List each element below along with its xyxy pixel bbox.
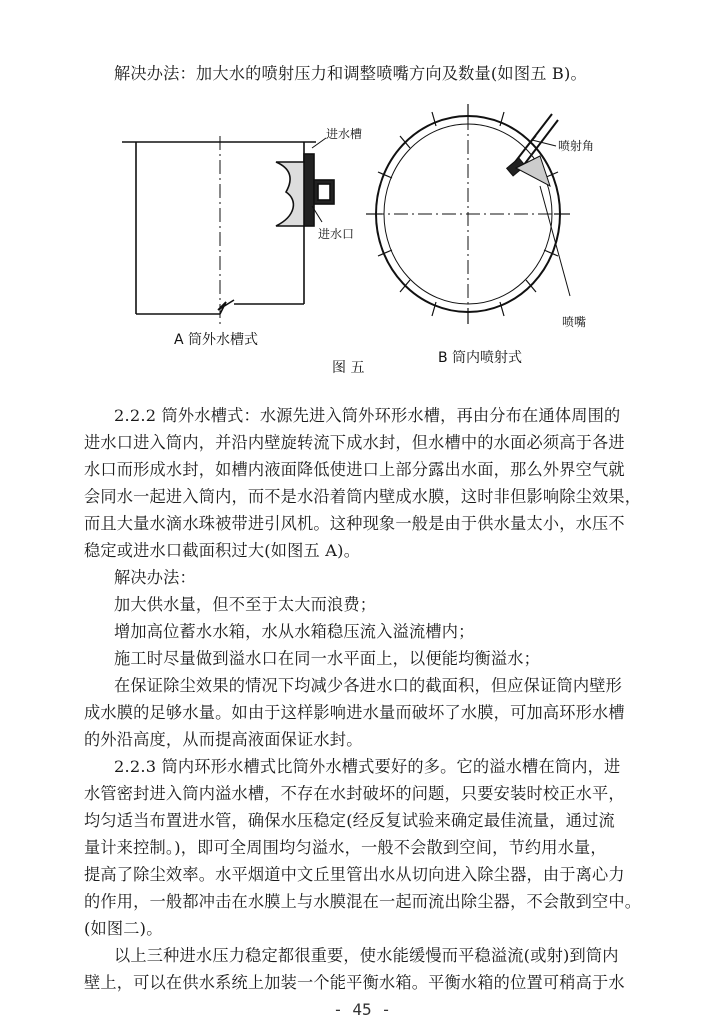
paragraph-line: 量计来控制。)，即可全周围均匀溢水，一般不会散到空间，节约用水量， bbox=[84, 838, 607, 857]
page-number: - 45 - bbox=[333, 1000, 391, 1019]
paragraph-line: 解决办法： bbox=[114, 568, 196, 587]
paragraph-line: 而且大量水滴水珠被带进引风机。这种现象一般是由于供水量太小，水压不 bbox=[84, 514, 625, 533]
paragraph-line: 会同水一起进入筒内，而不是水沿着筒内壁成水膜，这时非但影响除尘效果， bbox=[84, 487, 642, 506]
paragraph-line: 加大供水量，但不至于太大而浪费； bbox=[114, 595, 377, 614]
caption-b: B 筒内喷射式 bbox=[438, 350, 523, 366]
paragraph-line: 以上三种进水压力稳定都很重要，使水能缓慢而平稳溢流(或射)到筒内 bbox=[114, 946, 619, 965]
paragraph-line: 壁上，可以在供水系统上加装一个能平衡水箱。平衡水箱的位置可稍高于水 bbox=[84, 973, 625, 992]
paragraph-line: 均匀适当布置进水管，确保水压稳定(经反复试验来确定最佳流量，通过流 bbox=[84, 811, 615, 830]
label-inlet-trough: 进水槽 bbox=[326, 127, 363, 141]
paragraph-line: 进水口进入筒内，并沿内壁旋转流下成水封，但水槽中的水面必须高于各进 bbox=[84, 433, 625, 452]
diagram-b bbox=[366, 104, 570, 324]
paragraph-line: 的外沿高度，从而提高液面保证水封。 bbox=[84, 730, 363, 749]
paragraph-line: 的作用，一般都冲击在水膜上与水膜混在一起而流出除尘器，不会散到空中。 bbox=[84, 892, 642, 911]
paragraph-line: 施工时尽量做到溢水口在同一水平面上，以便能均衡溢水； bbox=[114, 649, 541, 668]
paragraph-line: 2.2.3 筒内环形水槽式比筒外水槽式要好的多。它的溢水槽在筒内，进 bbox=[114, 757, 621, 776]
paragraph-line: 水管密封进入筒内溢水槽，不存在水封破坏的问题，只要安装时校正水平， bbox=[84, 784, 625, 803]
paragraph-line: (如图二)。 bbox=[84, 919, 163, 938]
paragraph-line: 增加高位蓄水水箱，水从水箱稳压流入溢流槽内； bbox=[114, 622, 475, 641]
label-spray-angle: 喷射角 bbox=[558, 139, 595, 153]
label-inlet-port: 进水口 bbox=[318, 227, 355, 241]
paragraph-line: 在保证除尘效果的情况下均减少各进水口的截面积，但应保证筒内壁形 bbox=[114, 676, 623, 695]
figure-title: 图 五 bbox=[332, 360, 365, 376]
paragraph-line: 提高了除尘效率。水平烟道中文丘里管出水从切向进入除尘器，由于离心力 bbox=[84, 865, 625, 884]
diagram-a bbox=[122, 136, 334, 328]
label-nozzle: 喷嘴 bbox=[562, 315, 587, 329]
paragraph-line: 成水膜的足够水量。如由于这样影响进水量而破坏了水膜，可加高环形水槽 bbox=[84, 703, 625, 722]
paragraph-line: 水口而形成水封，如槽内液面降低使进口上部分露出水面，那么外界空气就 bbox=[84, 460, 625, 479]
paragraph-line: 稳定或进水口截面积过大(如图五 A)。 bbox=[84, 541, 361, 560]
caption-a: A 筒外水槽式 bbox=[174, 332, 259, 348]
figure-five bbox=[100, 96, 640, 388]
paragraph-line: 2.2.2 筒外水槽式：水源先进入筒外环形水槽，再由分布在通体周围的 bbox=[114, 406, 621, 425]
solution-line: 解决办法：加大水的喷射压力和调整喷嘴方向及数量(如图五 B)。 bbox=[114, 64, 587, 83]
